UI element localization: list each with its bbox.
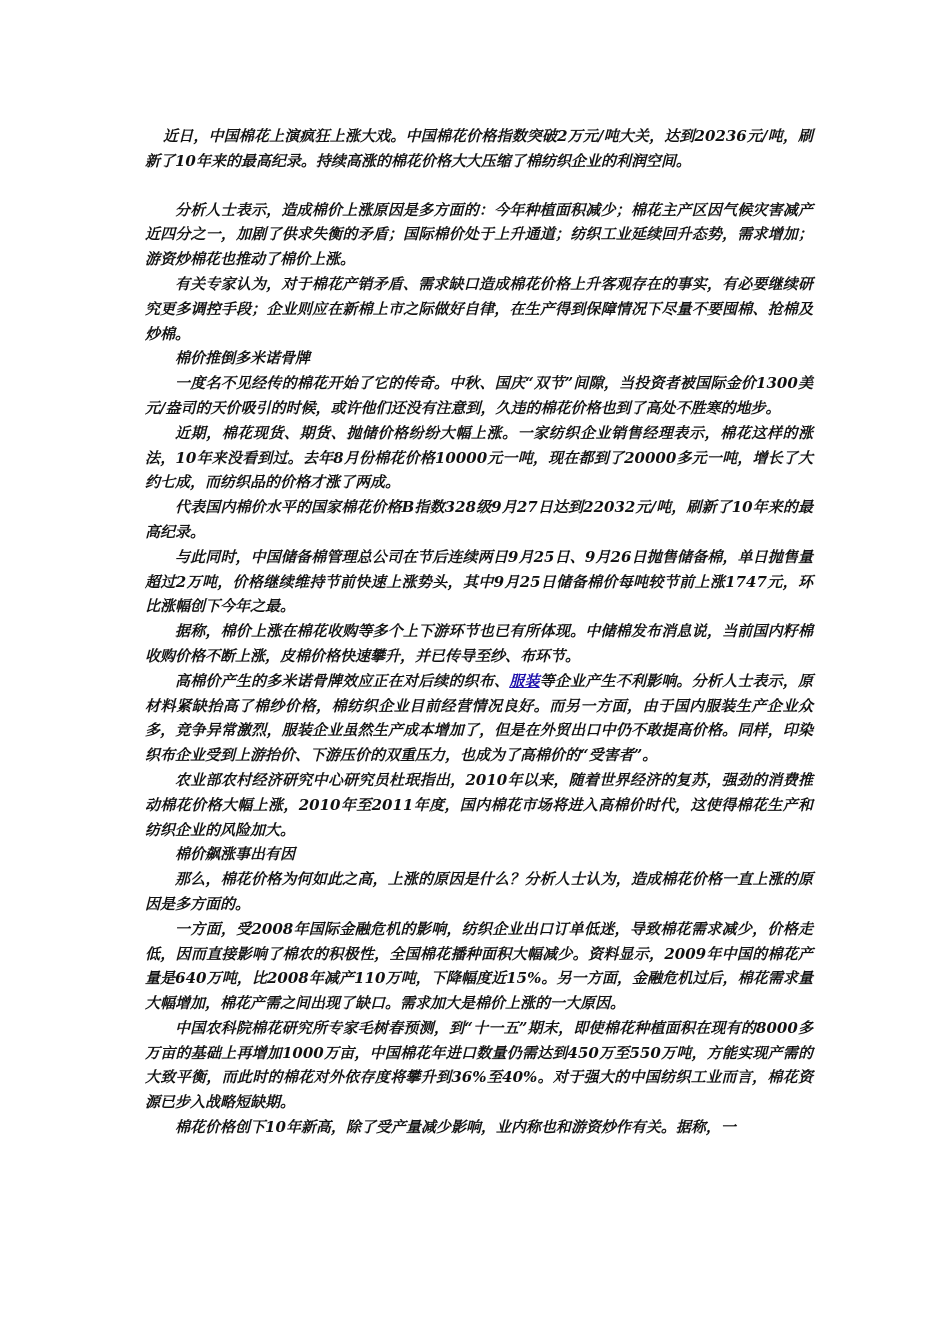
paragraph-domino-effect: [145, 669, 813, 768]
paragraph-why-high: 那么，棉花价格为何如此之高，上涨的原因是什么？分析人士认为，造成棉花价格一直上涨的原因是多方面的。: [145, 870, 813, 913]
paragraph-ministry-research: 农业部农村经济研究中心研究员杜珉指出，2010年以来，随着世界经济的复苏，强劲的消费推动棉花价格大幅上涨，2010年至2011年度，国内棉花市场将进入高棉价时代，这使得棉花生产和纺织企业的风险加大。: [145, 770, 813, 839]
paragraph-intro: 近日，中国棉花上演疯狂上涨大戏。中国棉花价格指数突破2万元/吨大关，达到20236元/吨，刷新了10年来的最高纪录。持续高涨的棉花价格大大压缩了棉纺织企业的利润空间。: [145, 127, 813, 170]
paragraph-financial-crisis: 一方面，受2008年国际金融危机的影响，纺织企业出口订单低迷，导致棉花需求减少，价格走低，因而直接影响了棉农的积极性，全国棉花播种面积大幅减少。资料显示，2009年中国的棉花产量是640万吨，比2008年减产110万吨，下降幅度近15%。另一方面，金融危机过后，棉花需求量大幅增加，棉花产需之间出现了缺口。需求加大是棉价上涨的一大原因。: [145, 919, 813, 1013]
section-heading-domino: 棉价推倒多米诺骨牌: [175, 349, 311, 368]
paragraph-b-index: 代表国内棉价水平的国家棉花价格B指数328级9月27日达到22032元/吨，刷新了10年来的最高纪录。: [145, 498, 813, 541]
section-heading-reasons: 棉价飙涨事出有因: [175, 845, 296, 864]
paragraph-domino-text-a: 高棉价产生的多米诺骨牌效应正在对后续的织布、: [175, 671, 510, 690]
paragraph-legend: 一度名不见经传的棉花开始了它的传奇。中秋、国庆“双节”间隙，当投资者被国际金价1300美元/盎司的天价吸引的时候，或许他们还没有注意到，久违的棉花价格也到了高处不胜寒的地步。: [145, 374, 813, 417]
clothing-link[interactable]: 服装: [509, 671, 540, 690]
paragraph-gap: [145, 174, 813, 198]
article-body: [145, 124, 813, 1140]
paragraph-reserve-sales: 与此同时，中国储备棉管理总公司在节后连续两日9月25日、9月26日抛售储备棉，单日抛售量超过2万吨，价格继续维持节前快速上涨势头，其中9月25日储备棉价每吨较节前上涨1747元，环比涨幅创下今年之最。: [145, 547, 813, 616]
paragraph-experts: 有关专家认为，对于棉花产销矛盾、需求缺口造成棉花价格上升客观存在的事实，有必要继续研究更多调控手段；企业则应在新棉上市之际做好自律，在生产得到保障情况下尽量不要囤棉、抢棉及炒棉。: [145, 274, 813, 343]
paragraph-recent-prices: 近期，棉花现货、期货、抛储价格纷纷大幅上涨。一家纺织企业销售经理表示，棉花这样的涨法，10年来没看到过。去年8月份棉花价格10000元一吨，现在都到了20000多元一吨，增长了大约七成，而纺织品的价格才涨了两成。: [145, 423, 813, 492]
paragraph-domino-text-b: 等企业产生不利影响。分析人士表示，原材料紧缺抬高了棉纱价格，棉纺织企业目前经营情况良好。而另一方面，由于国内服装生产企业众多，竞争异常激烈，服装企业虽然生产成本增加了，但是在外贸出口中仍不敢提高价格。同样，印染织布企业受到上游抬价、下游压价的双重压力，也成为了高棉价的“受害者”。: [145, 671, 813, 765]
paragraph-speculation: 棉花价格创下10年新高，除了受产量减少影响，业内称也和游资炒作有关。据称，一: [175, 1118, 736, 1137]
paragraph-forecast: 中国农科院棉花研究所专家毛树春预测，到“十一五”期末，即使棉花种植面积在现有的8000多万亩的基础上再增加1000万亩，中国棉花年进口数量仍需达到450万至550万吨，方能实现产需的大致平衡，而此时的棉花对外依存度将攀升到36%至40%。对于强大的中国纺织工业而言，棉花资源已步入战略短缺期。: [145, 1018, 813, 1112]
paragraph-causes: 分析人士表示，造成棉价上涨原因是多方面的：今年种植面积减少；棉花主产区因气候灾害减产近四分之一，加剧了供求失衡的矛盾；国际棉价处于上升通道；纺织工业延续回升态势，需求增加；游资炒棉花也推动了棉价上涨。: [145, 200, 813, 269]
paragraph-purchase-chain: 据称，棉价上涨在棉花收购等多个上下游环节也已有所体现。中储棉发布消息说，当前国内籽棉收购价格不断上涨，皮棉价格快速攀升，并已传导至纱、布环节。: [145, 622, 813, 665]
